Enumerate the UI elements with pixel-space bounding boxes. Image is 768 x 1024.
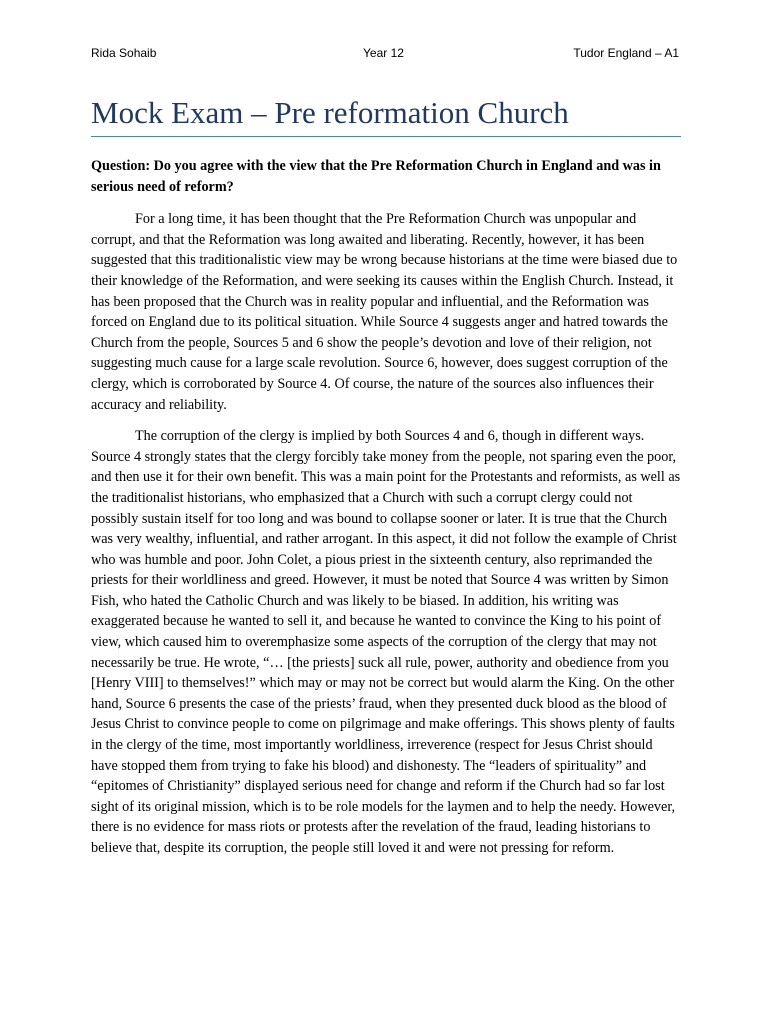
header-course: Tudor England – A1 bbox=[573, 46, 679, 60]
document-title: Mock Exam – Pre reformation Church bbox=[91, 95, 569, 130]
body-paragraph-2: The corruption of the clergy is implied by both Sources 4 and 6, though in different ways. Source 4 strongly states that the clergy forcibly take money from the people, not sparing even the poor, and then use it for their own benefit. This was a main point for the Protestants and reformists, as well as the traditionalist historians, who emphasized that a Church with such a corrupt clergy could not possibly sustain itself for too long and was bound to collapse sooner or later. It is true that the Church was very wealthy, influential, and rather arrogant. In this aspect, it did not follow the example of Christ who was humble and poor. John Colet, a pious priest in the sixteenth century, also reprimanded the priests for their worldliness and greed. However, it must be noted that Source 4 was written by Simon Fish, who hated the Catholic Church and was likely to be biased. In addition, his writing was exaggerated because he wanted to sell it, and because he wanted to convince the King to his point of view, which caused him to overemphasize some aspects of the corruption of the clergy that may not necessarily be true. He wrote, “… [the priests] suck all rule, power, authority and obedience from you [Henry VIII] to themselves!” which may or may not be correct but would alarm the King. On the other hand, Source 6 presents the case of the priests’ fraud, when they presented duck blood as the blood of Jesus Christ to convince people to come on pilgrimage and make offerings. This shows plenty of faults in the clergy of the time, most importantly worldliness, irreverence (respect for Jesus Christ should have stopped them from trying to fake his blood) and dishonesty. The “leaders of spirituality” and “epitomes of Christianity” displayed serious need for change and reform if the Church had so far lost sight of its original mission, which is to be role models for the laymen and to help the needy. However, there is no evidence for mass riots or protests after the revelation of the fraud, leading historians to believe that, despite its corruption, the people still loved it and were not pressing for reform. bbox=[91, 428, 681, 856]
header-year: Year 12 bbox=[363, 46, 404, 60]
body-paragraph-1: For a long time, it has been thought that the Pre Reformation Church was unpopular and corrupt, and that the Reformation was long awaited and liberating. Recently, however, it has been suggested that this traditionalistic view may be wrong because historians at the time were biased due to their knowledge of the Reformation, and were seeking its causes within the English Church. Instead, it has been proposed that the Church was in reality popular and influential, and the Reformation was forced on England due to its political situation. While Source 4 suggests anger and hatred towards the Church from the people, Sources 5 and 6 show the people’s devotion and love of their religion, not suggesting much cause for a large scale revolution. Source 6, however, does suggest corruption of the clergy, which is corroborated by Source 4. Of course, the nature of the sources also influences their accuracy and reliability. bbox=[91, 211, 678, 413]
document-body bbox=[91, 156, 681, 870]
page-header bbox=[91, 46, 679, 64]
exam-question: Question: Do you agree with the view that the Pre Reformation Church in England and was in serious need of reform? bbox=[91, 158, 661, 195]
header-author: Rida Sohaib bbox=[91, 46, 157, 60]
title-underline-rule bbox=[91, 136, 681, 137]
